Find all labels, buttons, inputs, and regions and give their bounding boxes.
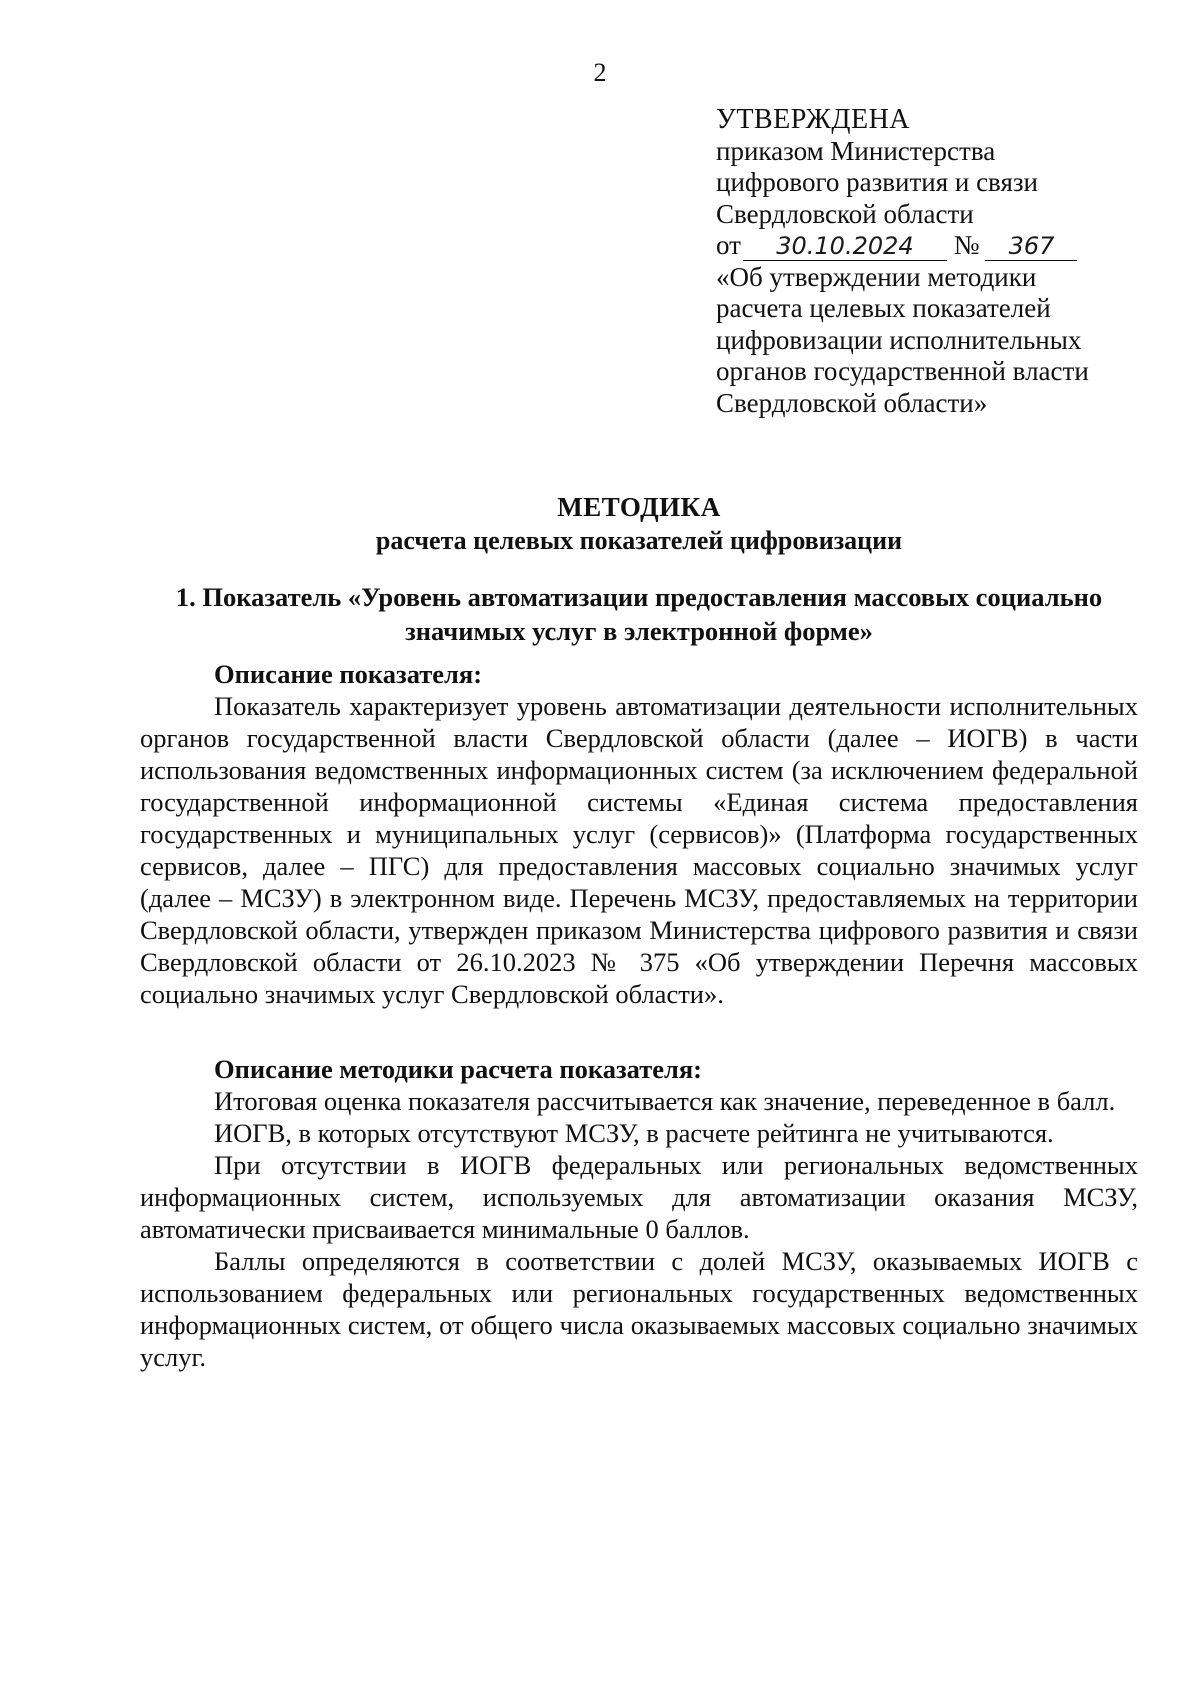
page-number: 2: [593, 58, 607, 87]
description-heading: Описание показателя:: [214, 659, 483, 689]
method-block: [140, 1053, 1138, 1373]
method-paragraph: При отсутствии в ИОГВ федеральных или региональных ведомственных информационных систем, используемых для автоматизации оказания МСЗУ, автоматически присваивается минимальные 0 баллов.: [140, 1150, 1138, 1244]
order-title-line: цифровизации исполнительных: [716, 324, 1082, 355]
order-title-line: расчета целевых показателей: [716, 293, 1051, 323]
order-title-line: Свердловской области»: [716, 387, 988, 418]
approval-heading: УТВЕРЖДЕНА: [716, 104, 911, 135]
approval-line: Свердловской области: [716, 198, 974, 229]
approval-stamp-block: [716, 104, 1186, 419]
handwritten-number: 367: [985, 232, 1077, 261]
document-title: МЕТОДИКА: [557, 492, 721, 522]
section-heading: 1. Показатель «Уровень автоматизации предоставления массовых социально значимых услуг в электронной форме»: [175, 582, 1103, 646]
order-title-line: «Об утверждении методики: [716, 261, 1037, 292]
document-subtitle: расчета целевых показателей цифровизации: [375, 526, 903, 555]
method-paragraph: Итоговая оценка показателя рассчитывается как значение, переведенное в балл.: [214, 1086, 1116, 1116]
order-title-line: органов государственной власти: [716, 356, 1089, 386]
method-heading: Описание методики расчета показателя:: [214, 1054, 703, 1084]
method-paragraph: Баллы определяются в соответствии с долей МСЗУ, оказываемых ИОГВ с использованием федеральных или региональных государственных ведомственных информационных систем, от общего числа оказываемых массовых социально значимых услуг.: [140, 1246, 1138, 1372]
description-paragraph: Показатель характеризует уровень автоматизации деятельности исполнительных органов государственной власти Свердловской области (далее – ИОГВ) в части использования ведомственных информационных систем (за исключением федеральной государственной информационной системы «Единая система предоставления государственных и муниципальных услуг (сервисов)» (Платформа государственных сервисов, далее – ПГС) для предоставления массовых социально значимых услуг (далее – МСЗУ) в электронном виде. Перечень МСЗУ, предоставляемых на территории Свердловской области, утвержден приказом Министерства цифрового развития и связи Свердловской области от 26.10.2023 № 375 «Об утверждении Перечня массовых социально значимых услуг Свердловской области».: [140, 691, 1138, 1009]
handwritten-date: 30.10.2024: [743, 232, 947, 261]
date-prefix: от: [716, 230, 741, 260]
description-block: [140, 658, 1138, 1010]
approval-line: цифрового развития и связи: [716, 167, 1038, 197]
document-title-block: [140, 490, 1138, 558]
approval-line: приказом Министерства: [716, 135, 996, 166]
number-prefix: №: [953, 230, 980, 260]
method-paragraph: ИОГВ, в которых отсутствуют МСЗУ, в расчете рейтинга не учитываются.: [214, 1118, 1054, 1148]
order-date-number-line: [716, 230, 1186, 262]
